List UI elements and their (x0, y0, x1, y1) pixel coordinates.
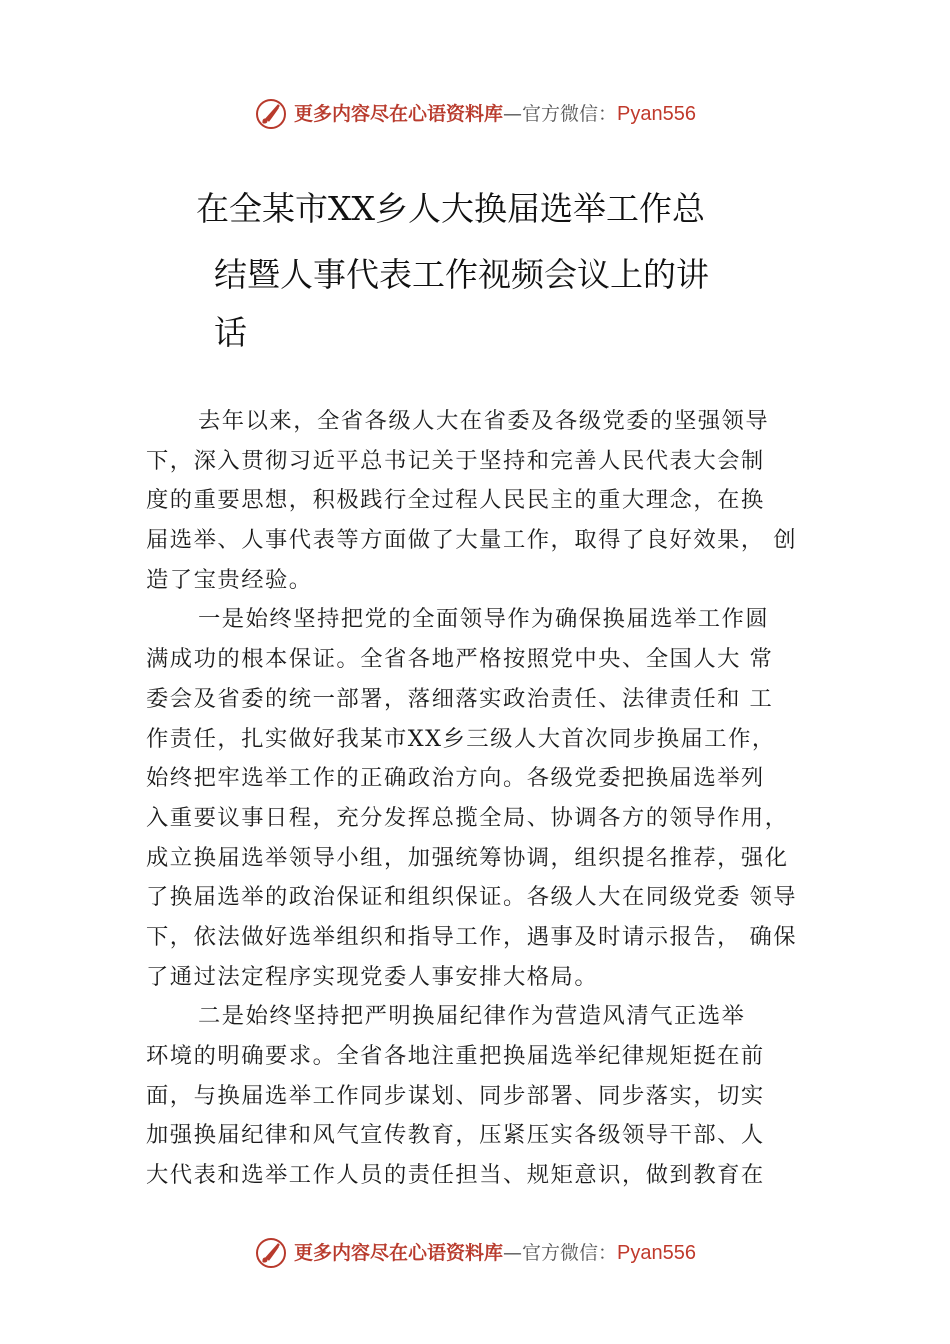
title-line: 在全某市XX乡人大换届选举工作总 (196, 189, 705, 228)
body-line: 了换届选举的政治保证和组织保证。各级人大在同级党委 领导 (146, 884, 798, 911)
body-line: 度的重要思想，积极践行全过程人民民主的重大理念，在换 (146, 487, 765, 514)
body-line: 造了宝贵经验。 (146, 566, 313, 593)
watermark-brand: 更多内容尽在心语资料库 (294, 103, 504, 125)
watermark-brand: 更多内容尽在心语资料库 (294, 1242, 504, 1264)
quill-logo-icon (254, 1236, 288, 1270)
body-line: 届选举、人事代表等方面做了大量工作，取得了良好效果， 创 (146, 527, 798, 554)
watermark-label: —官方微信： (503, 1242, 618, 1264)
body-line: 二是始终坚持把严明换届纪律作为营造风清气正选举 (198, 1003, 746, 1030)
watermark-text (294, 1233, 696, 1273)
body-line: 成立换届选举领导小组，加强统筹协调，组织提名推荐，强化 (146, 844, 789, 871)
body-line: 了通过法定程序实现党委人事安排大格局。 (146, 963, 599, 990)
body-line: 环境的明确要求。全省各地注重把换届选举纪律规矩挺在前 (146, 1043, 765, 1069)
body-line: 下，深入贯彻习近平总书记关于坚持和完善人民代表大会制 (146, 447, 765, 474)
body-line: 加强换届纪律和风气宣传教育，压紧压实各级领导干部、人 (146, 1122, 765, 1149)
body-line: 一是始终坚持把党的全面领导作为确保换届选举工作圆 (198, 606, 770, 633)
body-line: 入重要议事日程，充分发挥总揽全局、协调各方的领导作用， (146, 804, 789, 831)
body-line: 下，依法做好选举组织和指导工作，遇事及时请示报告， 确保 (146, 923, 798, 950)
title-line: 结暨人事代表工作视频会议上的讲 (214, 255, 709, 294)
watermark-wechat-id: Pyan556 (617, 103, 696, 125)
body-line: 大代表和选举工作人员的责任担当、规矩意识，做到教育在 (146, 1162, 765, 1189)
watermark-banner-bottom (0, 1233, 950, 1273)
body-line: 始终把牢选举工作的正确政治方向。各级党委把换届选举列 (146, 765, 765, 792)
watermark-banner-top (0, 94, 950, 134)
title-line: 话 (214, 313, 247, 352)
body-line: 满成功的根本保证。全省各地严格按照党中央、全国人大 常 (146, 646, 774, 673)
quill-logo-icon (254, 97, 288, 131)
body-line: 去年以来，全省各级人大在省委及各级党委的坚强领导 (198, 408, 770, 434)
body-line: 作责任，扎实做好我某市XX乡三级人大首次同步换届工作， (146, 725, 776, 752)
watermark-wechat-id: Pyan556 (617, 1242, 696, 1264)
watermark-label: —官方微信： (503, 103, 618, 125)
watermark-text (294, 94, 696, 134)
document-body (146, 402, 836, 1196)
body-line: 委会及省委的统一部署，落细落实政治责任、法律责任和 工 (146, 685, 774, 712)
body-line: 面，与换届选举工作同步谋划、同步部署、同步落实，切实 (146, 1082, 765, 1109)
